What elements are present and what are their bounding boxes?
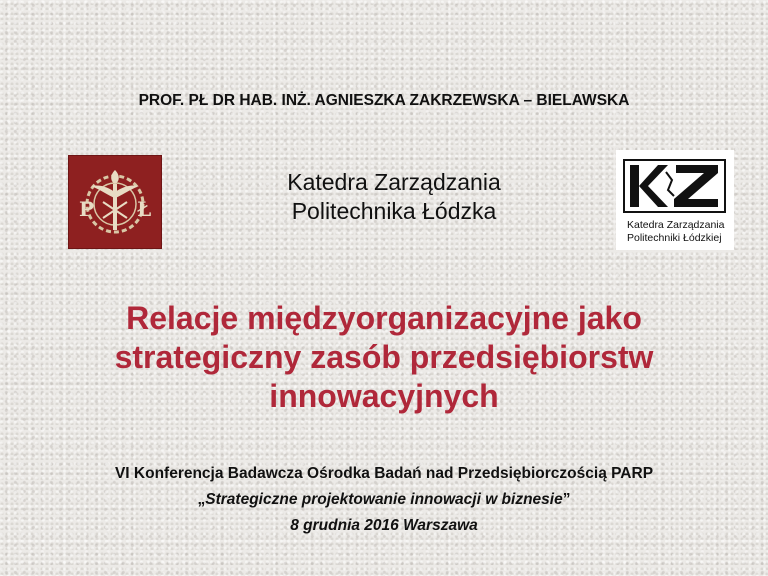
pl-logo-letter-l: Ł [137,197,152,221]
conference-name: VI Konferencja Badawcza Ośrodka Badań nad Przedsiębiorczością PARP [114,465,654,482]
kz-caption-line-1: Katedra Zarządzania [627,219,725,231]
conference-date-place: 8 grudnia 2016 Warszawa [290,517,478,534]
title-line-2: strategiczny zasób przedsiębiorstw [114,339,654,375]
title-line-3: innowacyjnych [269,378,499,414]
kz-caption-line-2: Politechniki Łódzkiej [627,232,722,244]
conference-subtitle: Strategiczne projektowanie innowacji w biznesie [205,491,563,508]
kz-logo-icon [616,150,734,250]
department-line-1: Katedra Zarządzania [287,169,501,195]
author-name: PROF. PŁ DR HAB. INŻ. AGNIESZKA ZAKRZEWSKA – BIELAWSKA [138,92,630,109]
conference-info [0,461,768,539]
department-line-2: Politechnika Łódzka [291,198,497,224]
conference-subtitle-row [0,487,768,513]
quote-close: ” [562,491,571,508]
quote-open: „ [197,491,206,508]
presentation-title [0,299,768,416]
kz-department-logo [616,150,734,250]
pl-logo-letter-p: P [79,197,95,221]
title-line-1: Relacje międzyorganizacyjne jako [126,300,642,336]
